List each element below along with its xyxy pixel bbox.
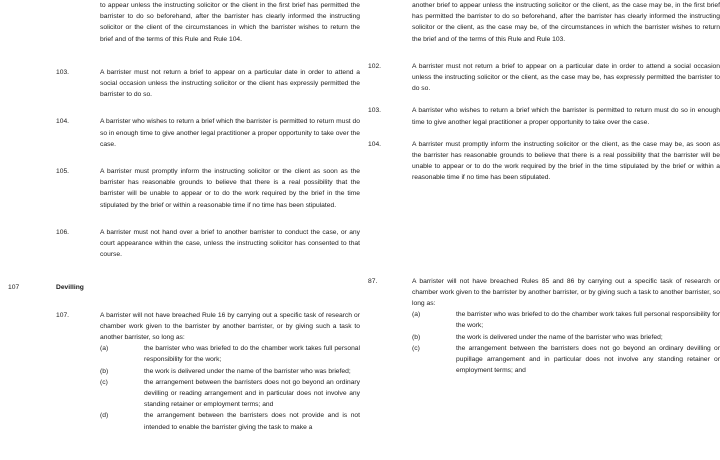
clause-number: 105. — [56, 168, 70, 176]
subitem-text: the work is delivered under the name of the barrister who was briefed; — [456, 333, 663, 341]
spacer-gap — [368, 184, 720, 276]
subitem-b — [100, 366, 360, 377]
subitem-text: the barrister who was briefed to do the chamber work takes full personal responsibility for the work; — [456, 311, 720, 330]
subitem-marker: (d) — [100, 412, 109, 420]
spacer — [368, 45, 720, 61]
clause-87 — [368, 276, 720, 377]
clause-number: 103. — [56, 68, 70, 76]
clause-text: A barrister must promptly inform the instructing solicitor or the client, as the case may be, as soon as the barrister has reasonable grounds to believe that there is a real possibility that the barrister will be unable to appear or to do the work required by the brief in the time stipulated by the brief or within a reasonable time if no time has been stipulated. — [412, 140, 720, 182]
clause-text: another brief to appear unless the instructing solicitor or the client, as the case may be, in the first brief has permitted the barrister to do so beforehand, after the barrister has clearly informed the instructing solicitor or the client, as the case may be, of the circumstances in which the barrister wishes to return the brief and of the terms of this Rule and Rule 103. — [412, 2, 720, 43]
subitem-d — [100, 410, 360, 432]
subitem-list — [412, 309, 720, 376]
clause-text: A barrister will not have breached Rule 16 by carrying out a specific task of research or chamber work given to the barrister by another barrister, or by giving such a task to another barrister, so long as: — [100, 311, 360, 342]
spacer — [8, 294, 360, 310]
spacer — [8, 211, 360, 227]
subitem-text: the arrangement between the barristers does not provide and is not intended to enable the barrister giving the task to make a — [144, 412, 360, 431]
subitem-list — [100, 343, 360, 433]
clause-number: 102. — [368, 62, 382, 70]
clause-104 — [368, 139, 720, 184]
clause-number: 104. — [368, 140, 382, 148]
spacer — [8, 260, 360, 282]
clause-number: 104. — [56, 118, 70, 126]
spacer — [8, 100, 360, 116]
clause-103 — [8, 67, 360, 101]
clause-102 — [368, 61, 720, 95]
margin-number-107: 107 — [8, 284, 20, 292]
clause-text: A barrister will not have breached Rules 85 and 86 by carrying out a specific task of research or chamber work given to the barrister by another barrister, or by giving such a task to another barrister, so long as: — [412, 277, 720, 308]
clause-103 — [368, 105, 720, 127]
spacer — [368, 128, 720, 139]
clause-number: 106. — [56, 228, 70, 236]
subitem-c — [412, 343, 720, 377]
clause-text: A barrister who wishes to return a brief which the barrister is permitted to return must do so in enough time to give another legal practitioner a proper opportunity to take over the case. — [412, 107, 720, 126]
clause-text: A barrister must not return a brief to appear on a particular date in order to attend a social occasion unless the instructing solicitor or the client has expressly permitted the barrister to do so. — [100, 68, 360, 99]
subitem-marker: (a) — [412, 311, 421, 319]
subitem-text: the work is delivered under the name of the barrister who was briefed; — [144, 367, 351, 375]
clause-106 — [8, 227, 360, 261]
clause-105 — [8, 166, 360, 211]
spacer — [8, 45, 360, 67]
clause-text: A barrister who wishes to return a brief which the barrister is permitted to return must do so in enough time to give another legal practitioner a proper opportunity to take over the case. — [100, 118, 360, 148]
subitem-marker: (b) — [412, 333, 421, 341]
clause-107 — [8, 310, 360, 433]
subitem-text: the arrangement between the barristers does not go beyond an ordinary devilling or pupillage arrangement and in particular does not involve any standing retainer or employment terms; and — [456, 344, 720, 375]
right-column — [360, 0, 720, 376]
clause-continuation — [368, 0, 720, 45]
subitem-marker: (a) — [100, 345, 109, 353]
clause-104 — [8, 116, 360, 150]
clause-number: 103. — [368, 107, 382, 115]
clause-continuation — [8, 0, 360, 45]
left-column — [0, 0, 360, 433]
subitem-a — [100, 343, 360, 365]
subitem-marker: (c) — [412, 344, 420, 352]
subitem-marker: (c) — [100, 378, 108, 386]
subitem-a — [412, 309, 720, 331]
clause-text: A barrister must not return a brief to appear on a particular date in order to attend a social occasion unless the instructing solicitor or the client, as the case may be, has expressly permitted the barrister to do so. — [412, 62, 720, 93]
subitem-marker: (b) — [100, 367, 109, 375]
spacer — [8, 150, 360, 166]
section-heading-devilling — [8, 282, 360, 293]
subitem-b — [412, 332, 720, 343]
clause-number: 87. — [368, 277, 378, 285]
subitem-text: the arrangement between the barristers does not go beyond an ordinary devilling or reading arrangement and in particular does not involve any standing retainer or employment terms; and — [144, 378, 360, 409]
clause-text: A barrister must not hand over a brief to another barrister to conduct the case, or any court appearance within the case, unless the instructing solicitor has consented to that course. — [100, 228, 360, 259]
subitem-c — [100, 377, 360, 411]
clause-text: to appear unless the instructing solicitor or the client in the first brief has permitted the barrister to do so beforehand, after the barrister has clearly informed the instructing solicitor or the client of the circumstances in which the barrister wishes to return the brief and of the terms of this Rule and Rule 104. — [100, 2, 360, 43]
section-heading-label: Devilling — [56, 284, 84, 292]
subitem-text: the barrister who was briefed to do the chamber work takes full personal responsibility for the work; — [144, 345, 360, 364]
clause-number: 107. — [56, 311, 70, 319]
clause-text: A barrister must promptly inform the instructing solicitor or the client as soon as the barrister has reasonable grounds to believe that there is a real possibility that the barrister will be unable to appear or to do the work required by the brief in the time stipulated by the brief or within a reasonable time if no time has been stipulated. — [100, 168, 360, 209]
spacer — [368, 94, 720, 105]
